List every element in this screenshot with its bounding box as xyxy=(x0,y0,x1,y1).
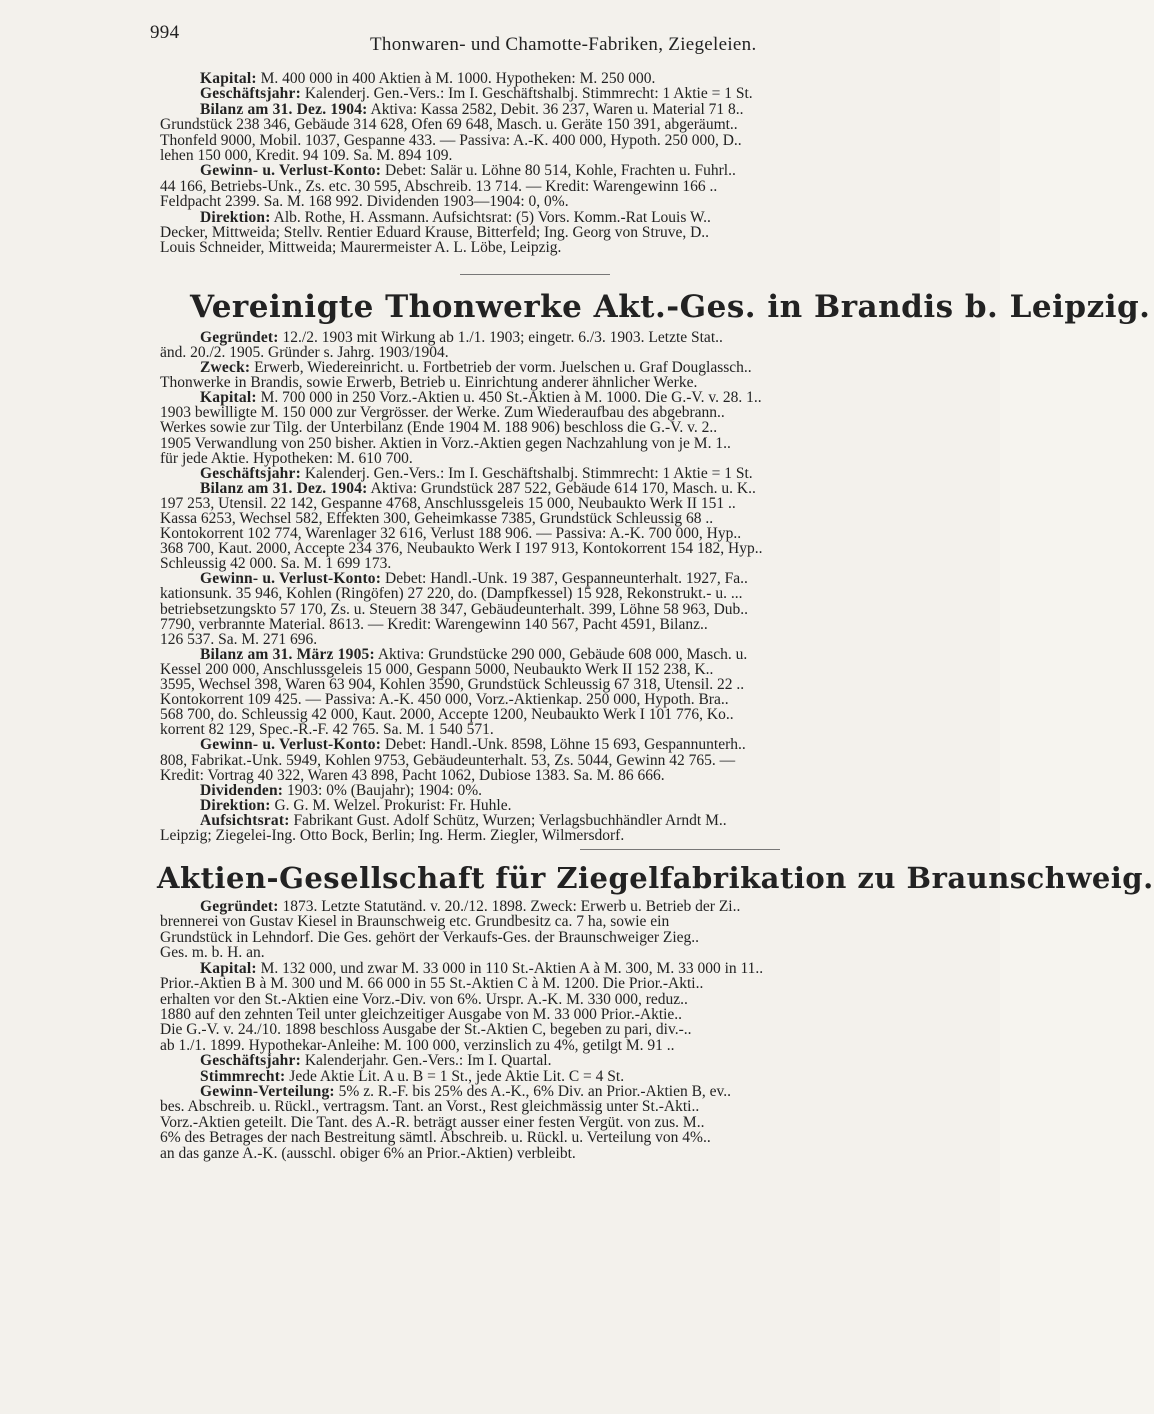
field-label: Zweck: xyxy=(200,359,251,377)
field-text: 1903 bewilligte M. 150 000 zur Vergrösser. der Werke. Zum Wiederaufbau des abgebrann.. xyxy=(160,404,725,422)
field-text: 126 537. Sa. M. 271 696. xyxy=(160,630,318,648)
text-line xyxy=(160,420,975,435)
text-line xyxy=(160,210,975,225)
field-text: 1905 Verwandlung von 250 bisher. Aktien in Vorz.-Aktien gegen Nachzahlung von je M. 1.. xyxy=(160,434,731,452)
text-line xyxy=(160,375,975,390)
text-line xyxy=(160,677,975,692)
field-label: Geschäftsjahr: xyxy=(200,464,301,482)
text-line xyxy=(160,405,975,420)
field-text: Fabrikant Gust. Adolf Schütz, Wurzen; Verlagsbuchhändler Arndt M.. xyxy=(289,811,727,829)
field-text: 808, Fabrikat.-Unk. 5949, Kohlen 9753, Gebäudeunterhalt. 53, Zs. 5044, Gewinn 42 765. — xyxy=(160,751,736,769)
field-text: 368 700, Kaut. 2000, Accepte 234 376, Neubaukto Werk I 197 913, Kontokorrent 154 182, Hyp.. xyxy=(160,540,763,558)
company-entry-1 xyxy=(160,71,975,256)
text-line xyxy=(160,225,975,240)
field-text: bes. Abschreib. u. Rückl., vertragsm. Tant. an Vorst., Rest gleichmässig unter St.-Akti.. xyxy=(160,1098,700,1116)
text-line xyxy=(160,914,975,929)
text-line xyxy=(160,753,975,768)
field-text: M. 132 000, und zwar M. 33 000 in 110 St.-Aktien A à M. 300, M. 33 000 in 11.. xyxy=(256,959,764,977)
field-text: 6% des Betrages der nach Bestreitung sämtl. Abschreib. u. Rückl. u. Verteilung von 4%.. xyxy=(160,1129,711,1147)
field-text: kationsunk. 35 946, Kohlen (Ringöfen) 27 220, do. (Dampfkessel) 15 928, Rekonstrukt.- u. ... xyxy=(160,585,743,603)
field-text: Kontokorrent 109 425. — Passiva: A.-K. 450 000, Vorz.-Aktienkap. 250 000, Hypoth. Bra.. xyxy=(160,691,729,709)
text-line xyxy=(160,1053,975,1068)
section-divider xyxy=(460,274,610,275)
field-label: Kapital: xyxy=(200,389,257,407)
field-text: ab 1./1. 1899. Hypothekar-Anleihe: M. 100 000, verzinslich zu 4%, getilgt M. 91 .. xyxy=(160,1036,675,1054)
field-text: Schleussig 42 000. Sa. M. 1 699 173. xyxy=(160,555,392,573)
text-line xyxy=(160,647,975,662)
field-label: Bilanz am 31. März 1905: xyxy=(200,645,375,663)
text-line xyxy=(160,602,975,617)
text-line xyxy=(160,707,975,722)
field-label: Gegründet: xyxy=(200,898,279,916)
text-line xyxy=(160,360,975,375)
text-line xyxy=(160,722,975,737)
company-entry-3 xyxy=(160,899,975,1161)
field-label: Dividenden: xyxy=(200,781,284,799)
field-text: M. 400 000 in 400 Aktien à M. 1000. Hypotheken: M. 250 000. xyxy=(256,70,656,87)
field-text: 3595, Wechsel 398, Waren 63 904, Kohlen 3590, Grundstück Schleussig 67 318, Utensil. 22 .. xyxy=(160,676,745,694)
text-line xyxy=(160,1099,975,1114)
text-line xyxy=(160,632,975,647)
field-text: Aktiva: Grundstück 287 522, Gebäude 614 170, Masch. u. K.. xyxy=(367,479,756,497)
text-line xyxy=(160,345,975,360)
field-text: Die G.-V. v. 24./10. 1898 beschloss Ausgabe der St.-Aktien C, begeben zu pari, div.-.. xyxy=(160,1021,692,1039)
running-title: Thonwaren- und Chamotte-Fabriken, Ziegeleien. xyxy=(370,34,757,55)
field-text: 5% z. R.-F. bis 25% des A.-K., 6% Div. an Prior.-Aktien B, ev.. xyxy=(334,1082,732,1100)
field-text: Louis Schneider, Mittweida; Maurermeister A. L. Löbe, Leipzig. xyxy=(160,239,562,257)
field-text: Kassa 6253, Wechsel 582, Effekten 300, Geheimkasse 7385, Grundstück Schleussig 68 .. xyxy=(160,510,714,527)
text-line xyxy=(160,179,975,194)
text-line xyxy=(160,496,975,511)
text-line xyxy=(160,768,975,783)
field-text: 568 700, do. Schleussig 42 000, Kaut. 2000, Accepte 1200, Neubaukto Werk I 101 776, Ko.. xyxy=(160,706,734,724)
field-text: änd. 20./2. 1905. Gründer s. Jahrg. 1903/1904. xyxy=(160,343,449,361)
field-text: Grundstück 238 346, Gebäude 314 628, Ofen 69 648, Masch. u. Geräte 150 391, abgeräumt.. xyxy=(160,116,738,134)
text-line xyxy=(160,511,975,526)
field-text: Prior.-Aktien B à M. 300 und M. 66 000 in 55 St.-Aktien C à M. 1200. Die Prior.-Akti.. xyxy=(160,975,704,993)
text-line xyxy=(160,102,975,117)
field-text: Ges. m. b. H. an. xyxy=(160,944,265,962)
text-line xyxy=(160,1146,975,1161)
text-line xyxy=(160,1115,975,1130)
text-line xyxy=(160,992,975,1007)
field-text: Kalenderj. Gen.-Vers.: Im I. Geschäftshalbj. Stimmrecht: 1 Aktie = 1 St. xyxy=(300,464,753,482)
text-line xyxy=(160,86,975,101)
text-line xyxy=(160,390,975,405)
field-text: Thonfeld 9000, Mobil. 1037, Gespanne 433. — Passiva: A.-K. 400 000, Hypoth. 250 000, D.. xyxy=(160,131,742,149)
field-label: Gewinn- u. Verlust-Konto: xyxy=(200,736,382,754)
field-text: korrent 82 129, Spec.-R.-F. 42 765. Sa. M. 1 540 571. xyxy=(160,721,494,739)
field-text: lehen 150 000, Kredit. 94 109. Sa. M. 894 109. xyxy=(160,147,453,165)
field-text: 7790, verbrannte Material. 8613. — Kredit: Warengewinn 140 567, Pacht 4591, Bilanz.. xyxy=(160,615,708,633)
field-text: G. G. M. Welzel. Prokurist: Fr. Huhle. xyxy=(270,796,512,814)
field-text: brennerei von Gustav Kiesel in Braunschweig etc. Grundbesitz ca. 7 ha, sowie ein xyxy=(160,913,670,931)
company-title: Vereinigte Thonwerke Akt.-Ges. in Brandis b. Leipzig. xyxy=(190,288,1151,325)
field-label: Kapital: xyxy=(200,70,257,87)
text-line xyxy=(160,451,975,466)
text-line xyxy=(160,617,975,632)
field-text: 1873. Letzte Statutänd. v. 20./12. 1898. Zweck: Erwerb u. Betrieb der Zi.. xyxy=(278,898,741,916)
text-line xyxy=(160,148,975,163)
field-text: 12./2. 1903 mit Wirkung ab 1./1. 1903; eingetr. 6./3. 1903. Letzte Stat.. xyxy=(278,328,723,346)
field-label: Direktion: xyxy=(200,796,271,814)
text-line xyxy=(160,1038,975,1053)
text-line xyxy=(160,541,975,556)
field-text: Werkes sowie zur Tilg. der Unterbilanz (Ende 1904 M. 188 906) beschloss die G.-V. v. 2.. xyxy=(160,419,718,437)
text-line xyxy=(160,662,975,677)
field-text: Aktiva: Grundstücke 290 000, Gebäude 608 000, Masch. u. xyxy=(374,645,748,663)
field-label: Gegründet: xyxy=(200,328,279,346)
text-line xyxy=(160,466,975,481)
text-line xyxy=(160,194,975,209)
company-entry-2 xyxy=(160,330,975,843)
field-text: Alb. Rothe, H. Assmann. Aufsichtsrat: (5) Vors. Komm.-Rat Louis W.. xyxy=(270,208,711,226)
field-text: Jede Aktie Lit. A u. B = 1 St., jede Aktie Lit. C = 4 St. xyxy=(285,1067,625,1085)
text-line xyxy=(160,1007,975,1022)
field-text: Feldpacht 2399. Sa. M. 168 992. Dividenden 1903—1904: 0, 0%. xyxy=(160,193,569,211)
field-text: Kalenderj. Gen.-Vers.: Im I. Geschäftshalbj. Stimmrecht: 1 Aktie = 1 St. xyxy=(300,85,753,103)
text-line xyxy=(160,930,975,945)
text-line xyxy=(160,1084,975,1099)
field-text: Vorz.-Aktien geteilt. Die Tant. des A.-R. beträgt ausser einer festen Vergüt. von zus. M.. xyxy=(160,1113,705,1131)
field-text: Leipzig; Ziegelei-Ing. Otto Bock, Berlin; Ing. Herm. Ziegler, Wilmersdorf. xyxy=(160,826,625,844)
field-label: Bilanz am 31. Dez. 1904: xyxy=(200,100,368,118)
field-text: 44 166, Betriebs-Unk., Zs. etc. 30 595, Abschreib. 13 714. — Kredit: Warengewinn 166 .. xyxy=(160,177,718,195)
field-label: Geschäftsjahr: xyxy=(200,85,301,103)
field-text: für jede Aktie. Hypotheken: M. 610 700. xyxy=(160,449,413,467)
page-header xyxy=(150,22,910,58)
field-text: Erwerb, Wiedereinricht. u. Fortbetrieb der vorm. Juelschen u. Graf Douglassch.. xyxy=(250,359,752,377)
text-line xyxy=(160,945,975,960)
field-text: Debet: Salär u. Löhne 80 514, Kohle, Frachten u. Fuhrl.. xyxy=(381,162,736,180)
field-label: Gewinn- u. Verlust-Konto: xyxy=(200,570,382,588)
section-divider xyxy=(580,849,780,850)
text-line xyxy=(160,133,975,148)
field-label: Geschäftsjahr: xyxy=(200,1052,301,1070)
text-line xyxy=(160,481,975,496)
field-text: M. 700 000 in 250 Vorz.-Aktien u. 450 St.-Aktien à M. 1000. Die G.-V. v. 28. 1.. xyxy=(256,389,762,407)
text-line xyxy=(160,330,975,345)
text-line xyxy=(160,163,975,178)
text-line xyxy=(160,1069,975,1084)
field-text: Thonwerke in Brandis, sowie Erwerb, Betrieb u. Einrichtung anderer ähnlicher Werke. xyxy=(160,374,698,392)
field-text: Kredit: Vortrag 40 322, Waren 43 898, Pacht 1062, Dubiose 1383. Sa. M. 86 666. xyxy=(160,766,665,784)
field-text: erhalten vor den St.-Aktien eine Vorz.-Div. von 6%. Urspr. A.-K. M. 330 000, reduz.. xyxy=(160,990,688,1008)
field-label: Direktion: xyxy=(200,208,271,226)
text-line xyxy=(160,737,975,752)
field-text: Aktiva: Kassa 2582, Debit. 36 237, Waren u. Material 71 8.. xyxy=(367,100,744,118)
field-text: Grundstück in Lehndorf. Die Ges. gehört der Verkaufs-Ges. der Braunschweiger Zieg.. xyxy=(160,928,700,946)
field-text: 1880 auf den zehnten Teil unter gleichzeitiger Ausgabe von M. 33 000 Prior.-Aktie.. xyxy=(160,1005,683,1023)
text-line xyxy=(160,117,975,132)
text-line xyxy=(160,813,975,828)
text-line xyxy=(160,828,975,843)
field-text: betriebsetzungskto 57 170, Zs. u. Steuern 38 347, Gebäudeunterhalt. 399, Löhne 58 963, Dub.. xyxy=(160,600,749,618)
field-label: Kapital: xyxy=(200,959,257,977)
field-label: Aufsichtsrat: xyxy=(200,811,290,829)
text-line xyxy=(160,436,975,451)
field-text: Decker, Mittweida; Stellv. Rentier Eduard Krause, Bitterfeld; Ing. Georg von Struve, D.. xyxy=(160,224,710,242)
field-text: 197 253, Utensil. 22 142, Gespanne 4768, Anschlussgeleis 15 000, Neubaukto Werk II 151 .. xyxy=(160,494,736,512)
field-text: Kalenderjahr. Gen.-Vers.: Im I. Quartal. xyxy=(300,1052,552,1070)
field-label: Bilanz am 31. Dez. 1904: xyxy=(200,479,368,497)
page-content xyxy=(157,68,1154,1162)
text-line xyxy=(160,1022,975,1037)
field-text: an das ganze A.-K. (ausschl. obiger 6% an Prior.-Aktien) verbleibt. xyxy=(160,1144,576,1162)
text-line xyxy=(160,556,975,571)
field-label: Gewinn- u. Verlust-Konto: xyxy=(200,162,382,180)
company-title: Aktien-Gesellschaft für Ziegelfabrikation zu Braunschweig. xyxy=(157,861,1154,896)
field-text: 1903: 0% (Baujahr); 1904: 0%. xyxy=(283,781,483,799)
text-line xyxy=(160,976,975,991)
text-line xyxy=(160,526,975,541)
text-line xyxy=(160,899,975,914)
text-line xyxy=(160,586,975,601)
field-text: Debet: Handl.-Unk. 19 387, Gespanneunterhalt. 1927, Fa.. xyxy=(381,570,748,588)
field-label: Stimmrecht: xyxy=(200,1067,286,1085)
text-line xyxy=(160,1130,975,1145)
text-line xyxy=(160,783,975,798)
text-line xyxy=(160,961,975,976)
page-number: 994 xyxy=(150,22,180,43)
field-text: Kontokorrent 102 774, Warenlager 32 616, Verlust 188 906. — Passiva: A.-K. 700 000, Hyp.. xyxy=(160,525,742,543)
field-label: Gewinn-Verteilung: xyxy=(200,1082,335,1100)
field-text: Kessel 200 000, Anschlussgeleis 15 000, Gespann 5000, Neubaukto Werk II 152 238, K.. xyxy=(160,660,714,678)
text-line xyxy=(160,571,975,586)
text-line xyxy=(160,240,975,255)
text-line xyxy=(160,798,975,813)
field-text: Debet: Handl.-Unk. 8598, Löhne 15 693, Gespannunterh.. xyxy=(381,736,746,754)
text-line xyxy=(160,71,975,86)
text-line xyxy=(160,692,975,707)
